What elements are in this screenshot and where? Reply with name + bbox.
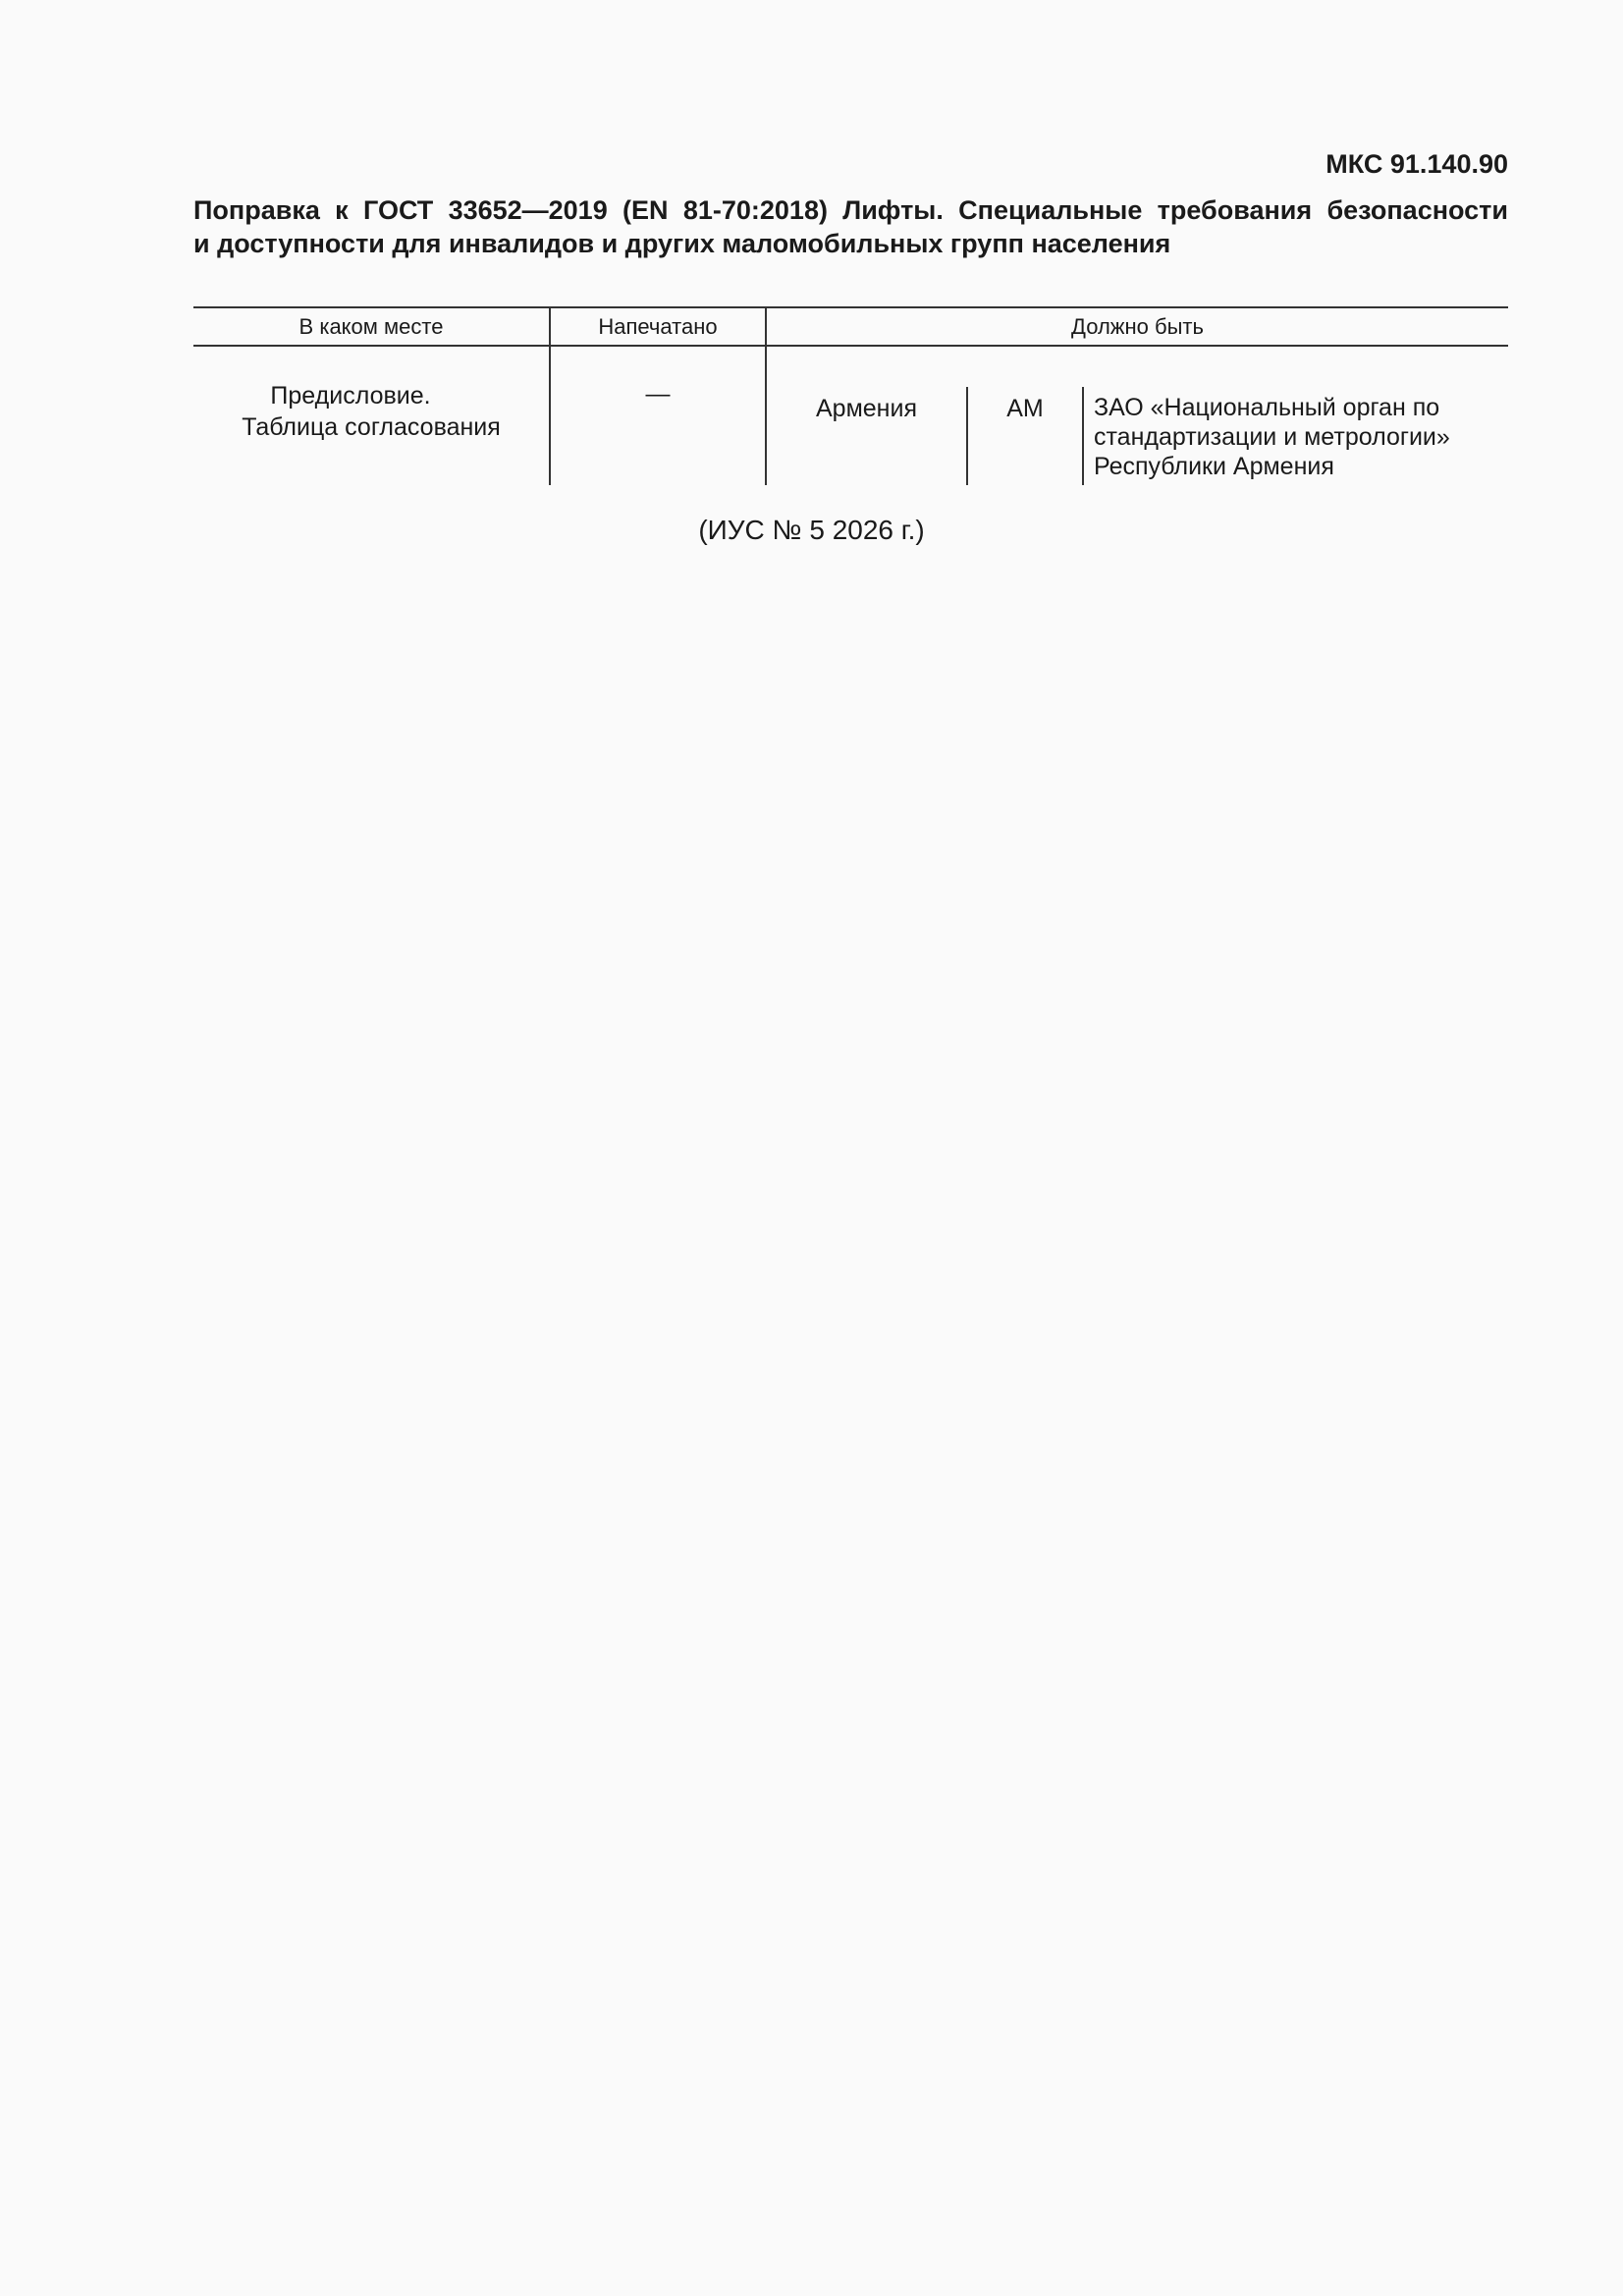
table-top-border [193, 306, 1508, 308]
cell-country-code: AM [1006, 395, 1044, 422]
header-location: В каком месте [298, 314, 444, 339]
cell-national-body-line-2: стандартизации и метрологии» [1094, 423, 1450, 451]
table-header-border [193, 345, 1508, 347]
cell-national-body [1094, 393, 1508, 481]
inner-divider-code [1082, 387, 1084, 485]
amendment-title [193, 193, 1508, 260]
header-printed: Напечатано [598, 314, 718, 339]
cell-national-body-line-3: Республики Армения [1094, 453, 1334, 480]
cell-location [193, 380, 549, 443]
cell-location-line-2: Таблица согласования [242, 413, 501, 441]
cell-country: Армения [816, 395, 917, 422]
mks-code: МКС 91.140.90 [1325, 149, 1508, 179]
title-line-1: Поправка к ГОСТ 33652—2019 (EN 81-70:2018) Лифты. Специальные требования безопасности [193, 195, 1508, 225]
cell-national-body-line-1: ЗАО «Национальный орган по [1094, 394, 1440, 421]
cell-printed: — [645, 380, 671, 408]
cell-location-line-1: Предисловие. [270, 382, 431, 410]
ius-reference: (ИУС № 5 2026 г.) [698, 515, 925, 545]
header-should-be: Должно быть [1071, 314, 1204, 339]
title-line-2: и доступности для инвалидов и других маломобильных групп населения [193, 229, 1171, 258]
